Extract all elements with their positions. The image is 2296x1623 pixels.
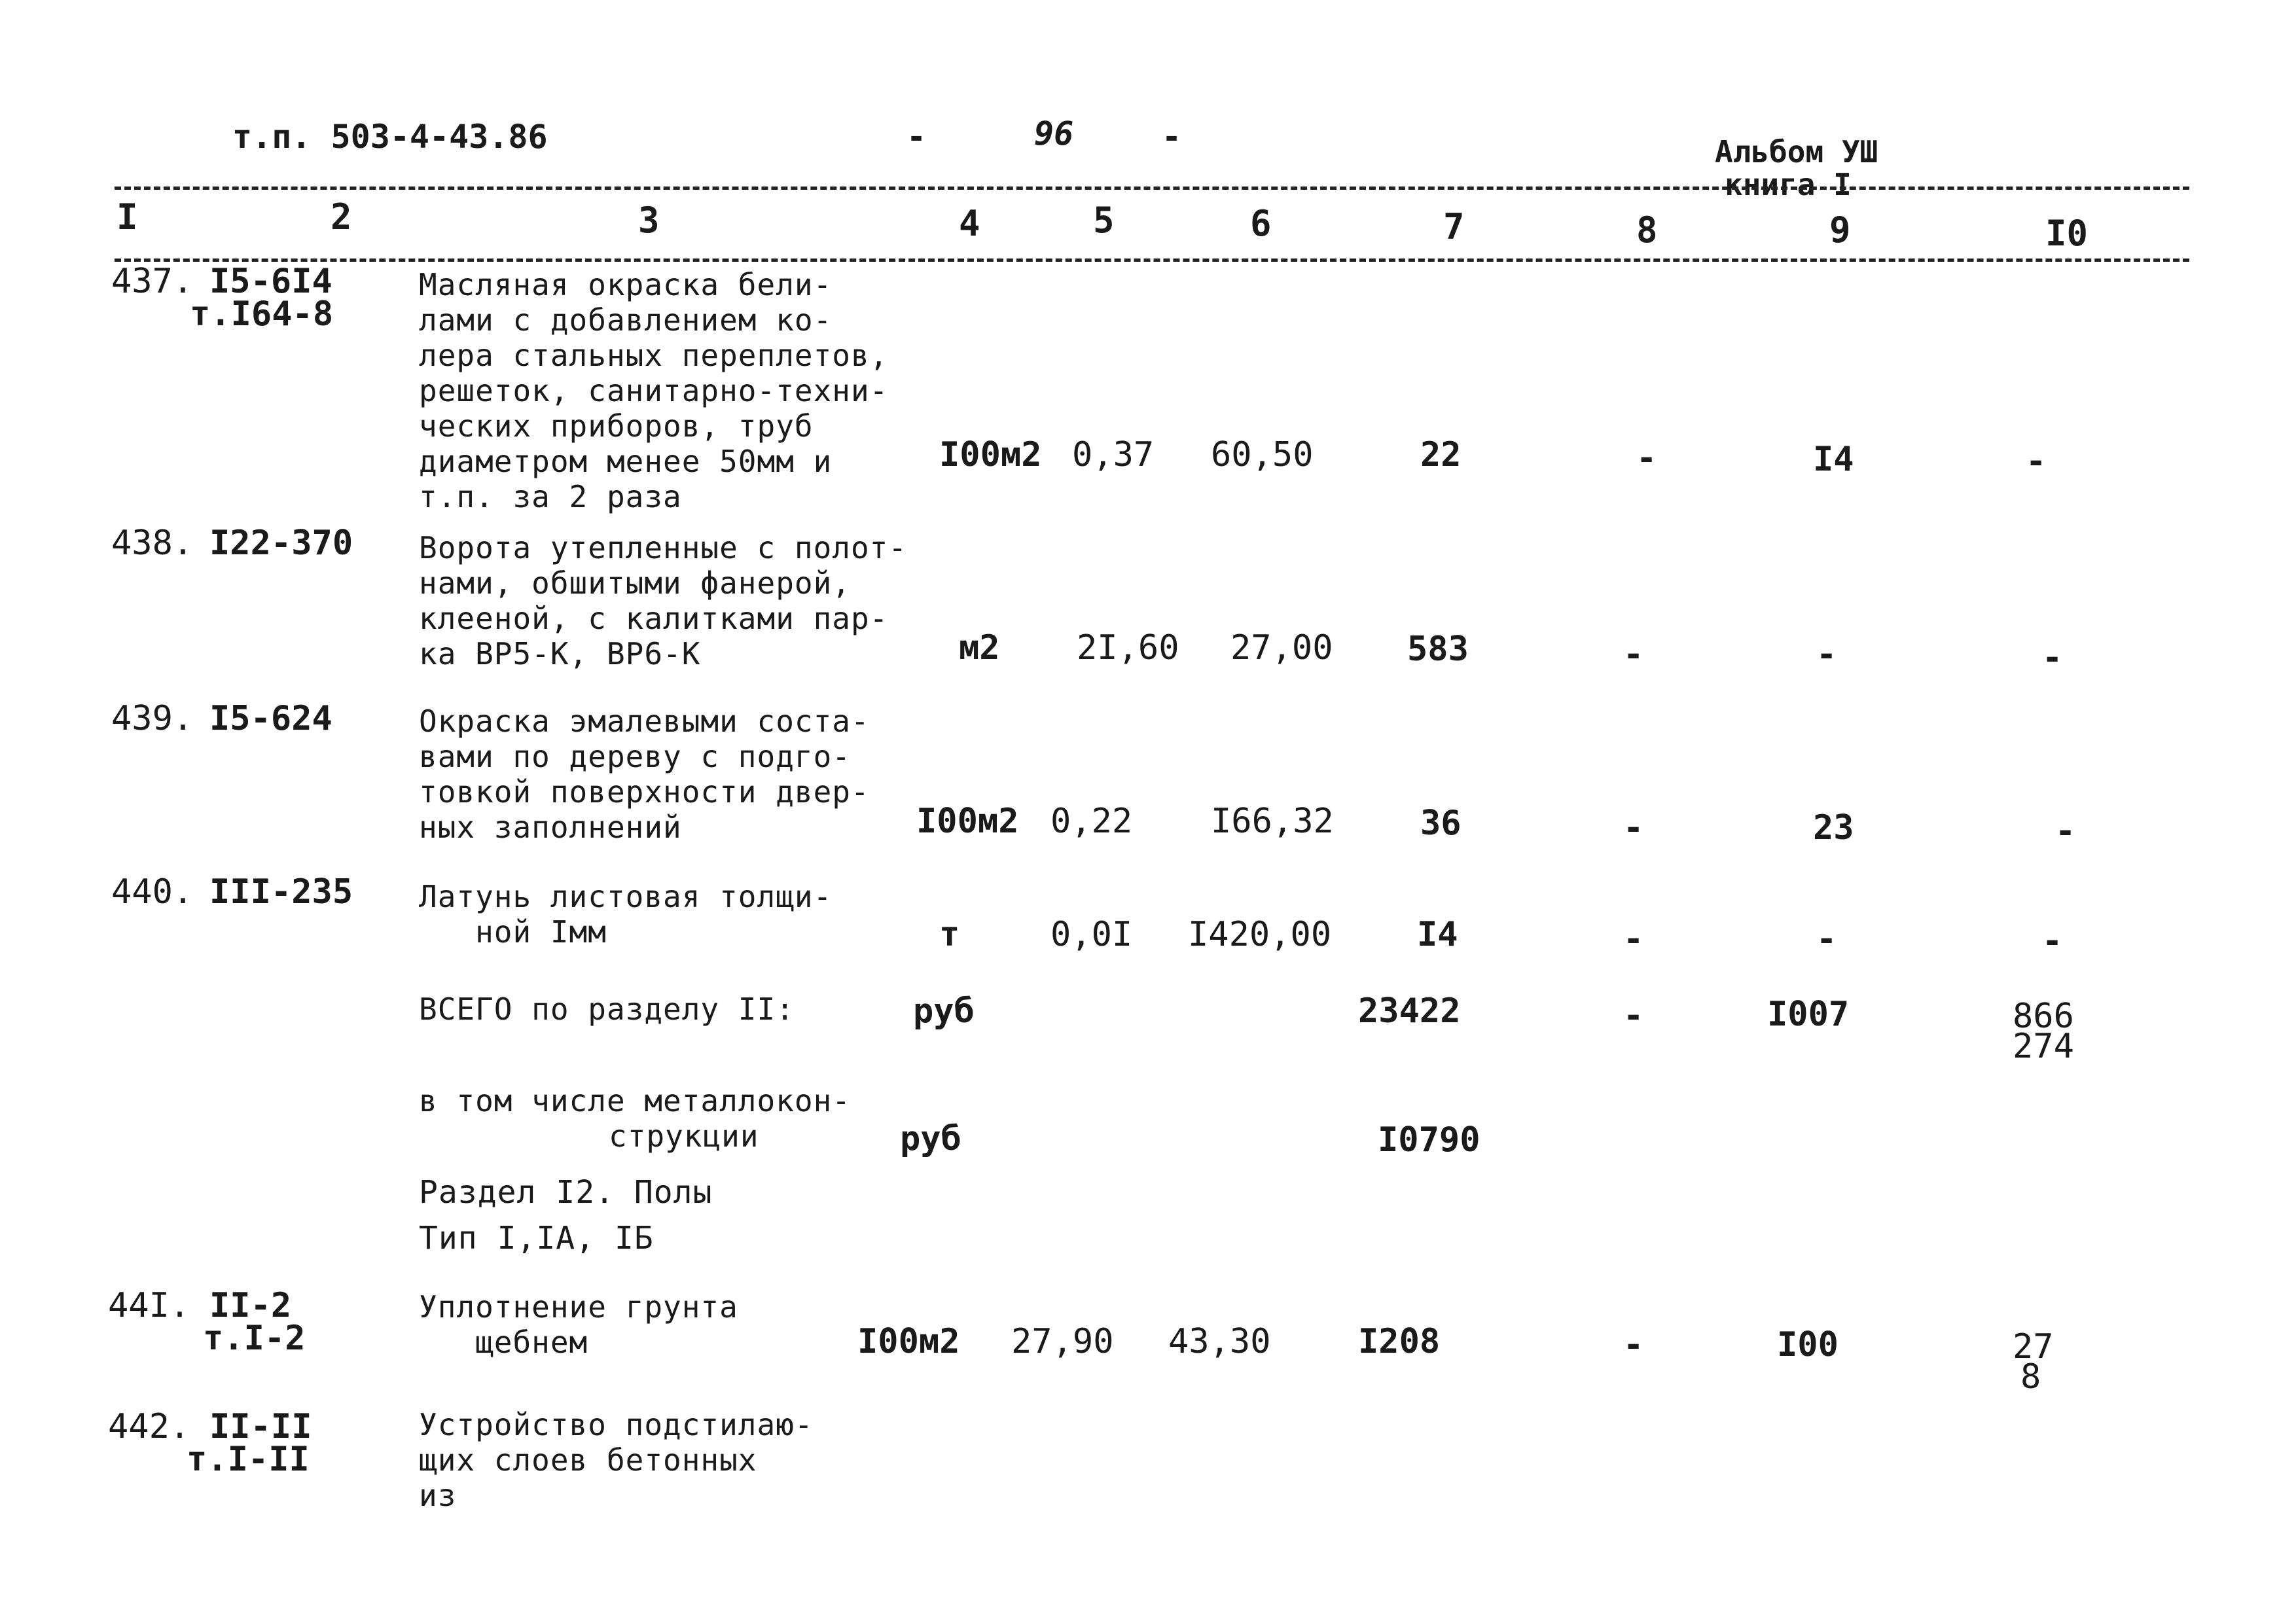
row-438-unit: м2	[959, 628, 1000, 668]
row-442-description	[419, 1407, 814, 1513]
col-header-10: I0	[2045, 213, 2089, 254]
row-440-col8: -	[1623, 919, 1644, 959]
row-438-description	[419, 530, 907, 671]
desc-line: ческих приборов, труб	[419, 408, 814, 444]
section-subtitle: Тип I,IA, IБ	[419, 1220, 654, 1257]
row-441-col10-line2: 8	[2020, 1357, 2041, 1397]
row-437-price: 60,50	[1211, 435, 1314, 474]
row-437-number: 437.	[111, 262, 194, 301]
col-header-2: 2	[331, 196, 352, 238]
desc-line: ка ВР5-К, ВР6-К	[419, 636, 701, 671]
row-438-qty: 2I,60	[1077, 628, 1179, 668]
col-header-5: 5	[1093, 200, 1115, 241]
col-header-6: 6	[1250, 203, 1272, 244]
desc-line: ных заполнений	[419, 810, 682, 845]
section-title: Раздел I2. Полы	[419, 1174, 713, 1211]
row-437-col9: I4	[1813, 440, 1854, 479]
desc-line: Масляная окраска бели-	[419, 267, 833, 302]
desc-line: лами с добавлением ко-	[419, 302, 833, 338]
page-number: 96	[1034, 115, 1074, 152]
row-439-col10: -	[2055, 812, 2076, 851]
row-439-unit: I00м2	[916, 802, 1019, 841]
row-441-number: 44I.	[108, 1286, 190, 1325]
col-header-1: I	[117, 196, 138, 238]
total-col10	[2013, 997, 2074, 1066]
row-440-col10: -	[2042, 921, 2063, 961]
row-440-price: I420,00	[1188, 915, 1332, 954]
row-438-col8: -	[1623, 635, 1644, 674]
total-col10-line1: 866	[2013, 997, 2074, 1036]
doc-code: т.п. 503-4-43.86	[232, 118, 548, 156]
total-col10-line2: 274	[2013, 1027, 2074, 1066]
col-header-3: 3	[638, 200, 660, 241]
row-440-unit: т	[939, 915, 960, 954]
desc-line: решеток, санитарно-техни-	[419, 373, 889, 408]
row-437-unit: I00м2	[939, 435, 1042, 474]
row-441-price: 43,30	[1168, 1322, 1271, 1361]
desc-line: нами, обшитыми фанерой,	[419, 565, 851, 601]
including-col7: I0790	[1378, 1120, 1480, 1160]
header-dash-right: -	[1162, 118, 1182, 156]
desc-line: щебнем	[419, 1325, 588, 1360]
row-439-price: I66,32	[1211, 802, 1334, 841]
row-438-col9: -	[1816, 635, 1837, 674]
row-441-col7: I208	[1358, 1322, 1441, 1361]
row-439-number: 439.	[111, 699, 194, 738]
book-label: книга I	[1725, 167, 1852, 202]
row-440-description	[419, 879, 832, 950]
desc-line: ной Iмм	[419, 914, 607, 950]
row-439-col7: 36	[1420, 804, 1462, 843]
row-438-col10: -	[2042, 638, 2063, 677]
row-439-description	[419, 704, 870, 845]
row-438-col7: 583	[1407, 630, 1469, 669]
row-437-qty: 0,37	[1072, 435, 1155, 474]
row-441-qty: 27,90	[1011, 1322, 1114, 1361]
row-439-col8: -	[1623, 808, 1644, 847]
row-438-price: 27,00	[1230, 628, 1333, 668]
row-441-col10	[2013, 1327, 2054, 1397]
row-441-col9: I00	[1777, 1325, 1839, 1364]
desc-line: клееной, с калитками пар-	[419, 601, 889, 636]
row-441-description	[419, 1289, 738, 1360]
row-441-unit: I00м2	[857, 1322, 960, 1361]
row-440-col9: -	[1816, 919, 1837, 959]
row-441-code: II-2	[209, 1286, 292, 1325]
including-label	[419, 1083, 851, 1154]
row-437-description	[419, 267, 888, 514]
desc-line: Устройство подстилаю-	[419, 1407, 814, 1442]
row-441-col8: -	[1623, 1325, 1644, 1364]
col-header-7: 7	[1443, 206, 1465, 247]
total-unit: руб	[913, 991, 975, 1031]
desc-line: щих слоев бетонных	[419, 1442, 757, 1478]
including-line1: в том числе металлокон-	[419, 1083, 851, 1118]
desc-line: вами по дереву с подго-	[419, 739, 851, 774]
header-rule	[115, 259, 2189, 262]
desc-line: Окраска эмалевыми соста-	[419, 704, 870, 739]
desc-line: Уплотнение грунта	[419, 1289, 738, 1325]
row-437-code-table: т.I64-8	[190, 294, 334, 334]
row-438-number: 438.	[111, 524, 194, 563]
album-label: Альбом УШ	[1715, 134, 1878, 169]
row-441-col10-line1: 27	[2013, 1327, 2054, 1366]
row-440-number: 440.	[111, 872, 194, 912]
header-dash-left: -	[906, 118, 927, 156]
row-442-code: II-II	[209, 1407, 312, 1446]
total-col8: -	[1623, 996, 1644, 1035]
row-437-col8: -	[1636, 438, 1657, 478]
col-header-8: 8	[1636, 209, 1658, 251]
total-col7: 23422	[1358, 991, 1461, 1031]
row-440-code: III-235	[209, 872, 353, 912]
row-439-qty: 0,22	[1050, 802, 1133, 841]
row-437-code: I5-6I4	[209, 262, 332, 301]
desc-line: из	[419, 1478, 457, 1513]
row-439-code: I5-624	[209, 699, 332, 738]
row-442-code-table: т.I-II	[187, 1440, 310, 1479]
including-unit: руб	[900, 1119, 961, 1158]
total-col9: I007	[1767, 995, 1850, 1034]
row-437-col7: 22	[1420, 435, 1462, 474]
desc-line: т.п. за 2 раза	[419, 479, 682, 514]
row-438-code: I22-370	[209, 524, 353, 563]
row-437-col10: -	[2026, 442, 2047, 481]
desc-line: Ворота утепленные с полот-	[419, 530, 908, 565]
total-label: ВСЕГО по разделу II:	[419, 991, 795, 1027]
desc-line: диаметром менее 50мм и	[419, 444, 833, 479]
desc-line: Латунь листовая толщи-	[419, 879, 833, 914]
row-440-qty: 0,0I	[1050, 915, 1133, 954]
row-439-col9: 23	[1813, 808, 1854, 847]
including-line2: струкции	[609, 1118, 759, 1154]
desc-line: лера стальных переплетов,	[419, 338, 889, 373]
row-442-number: 442.	[108, 1407, 190, 1446]
row-440-col7: I4	[1417, 915, 1458, 954]
desc-line: товкой поверхности двер-	[419, 774, 870, 810]
top-rule	[115, 187, 2189, 190]
row-441-code-table: т.I-2	[203, 1319, 306, 1358]
col-header-4: 4	[959, 203, 980, 244]
col-header-9: 9	[1829, 209, 1851, 251]
